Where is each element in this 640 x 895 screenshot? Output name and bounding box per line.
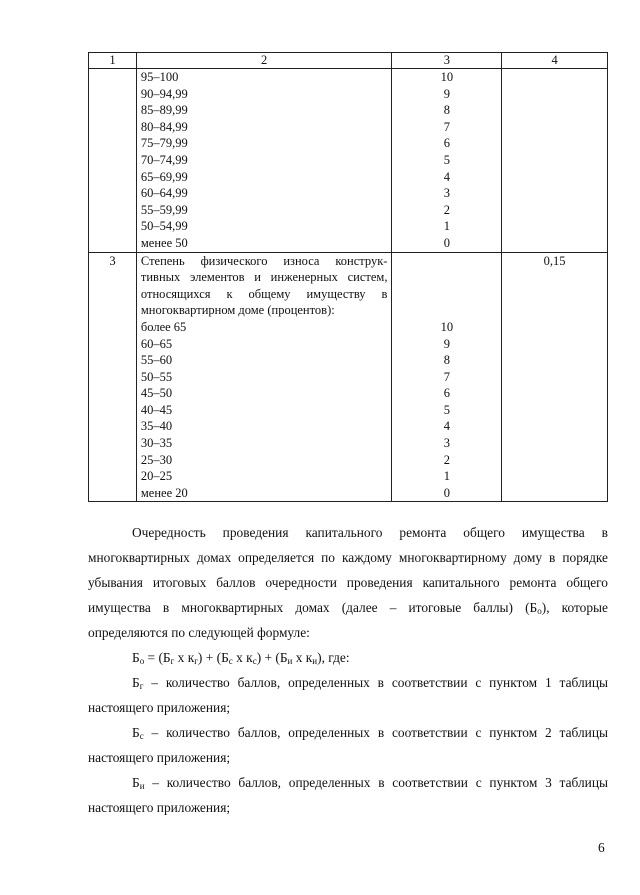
definition-bs: $Б_с$ – количество баллов, определенных в соответствии с пунктом 2 таблицы настоящего приложения; [88,725,608,765]
body-text [88,520,608,820]
range-value: 55–59,99 [140,202,188,217]
score-value: 4 [443,419,450,434]
formula: $Б_о = (Б_г$ х $к_г) + (Б_с$ х $к_с) + (Б_и$ х $к_и$), где: [132,650,350,666]
paragraph-ordering: Очередность проведения капитального ремонта общего имущества в многоквартирных домах определяется по каждому многоквартирному дому в порядке убывания итоговых баллов очередности проведения капитального ремонта общего имущества в многоквартирных домах (далее – итоговые баллы) $(Б_о)$, которые определяются по следующей формуле: [88,525,608,640]
range-value: 50–55 [140,369,173,384]
criteria-table [88,52,608,502]
score-value: 2 [443,452,450,467]
score-value: 5 [443,152,450,167]
header-col-2: 2 [136,53,392,69]
page-number: 6 [598,840,605,855]
score-value: 9 [443,86,450,101]
score-value: 5 [443,402,450,417]
score-value: 1 [443,469,450,484]
definition-bi: $Б_и$ – количество баллов, определенных в соответствии с пунктом 3 таблицы настоящего приложения; [88,775,608,815]
row2-coefficient-cell [502,69,608,253]
score-value: 1 [443,219,450,234]
criterion-description-line: Степень физического износа конструк- [140,253,388,268]
score-value: 9 [443,336,450,351]
criterion-description-line: относящихся к общему имуществу в [140,286,388,301]
range-value: 75–79,99 [140,136,188,151]
score-value: 10 [440,319,454,334]
range-value: 20–25 [140,469,173,484]
range-value: 60–65 [140,336,173,351]
range-value: менее 50 [140,235,188,250]
criterion-description-line: тивных элементов и инженерных систем, [140,270,388,285]
row2-ranges-cell [136,69,392,253]
score-value: 8 [443,103,450,118]
score-value: 7 [443,369,450,384]
row3-coefficient-cell: 0,15 [502,252,608,502]
row2-number-cell [89,69,137,253]
range-value: 95–100 [140,70,179,84]
definition-bg: $Б_г$ – количество баллов, определенных в соответствии с пунктом 1 таблицы настоящего приложения; [88,675,608,715]
range-value: более 65 [140,319,187,334]
score-value: 3 [443,436,450,451]
table-row-3 [89,252,608,502]
range-value: 35–40 [140,419,173,434]
score-value: 6 [443,136,450,151]
score-value: 2 [443,202,450,217]
row3-criterion-cell [136,252,392,502]
range-value: менее 20 [140,485,188,500]
header-col-1: 1 [89,53,137,69]
table-header-row [89,53,608,69]
range-value: 55–60 [140,353,173,368]
range-value: 25–30 [140,452,173,467]
criterion-description-line: многоквартирном доме (процентов): [140,303,335,318]
score-value: 4 [443,169,450,184]
header-col-3: 3 [392,53,502,69]
range-value: 80–84,99 [140,119,188,134]
range-value: 60–64,99 [140,186,188,201]
range-value: 90–94,99 [140,86,188,101]
row3-scores-cell [392,252,502,502]
row3-number-cell: 3 [89,252,137,502]
score-value: 0 [443,485,450,500]
score-value: 3 [443,186,450,201]
score-value: 7 [443,119,450,134]
score-value: 8 [443,353,450,368]
range-value: 65–69,99 [140,169,188,184]
score-value: 0 [443,235,450,250]
score-value: 6 [443,386,450,401]
range-value: 40–45 [140,402,173,417]
table-row-2-continued [89,69,608,253]
range-value: 85–89,99 [140,103,188,118]
range-value: 30–35 [140,436,173,451]
header-col-4: 4 [502,53,608,69]
range-value: 45–50 [140,386,173,401]
range-value: 70–74,99 [140,152,188,167]
range-value: 50–54,99 [140,219,188,234]
row2-scores-cell [392,69,502,253]
score-value: 10 [440,70,454,84]
